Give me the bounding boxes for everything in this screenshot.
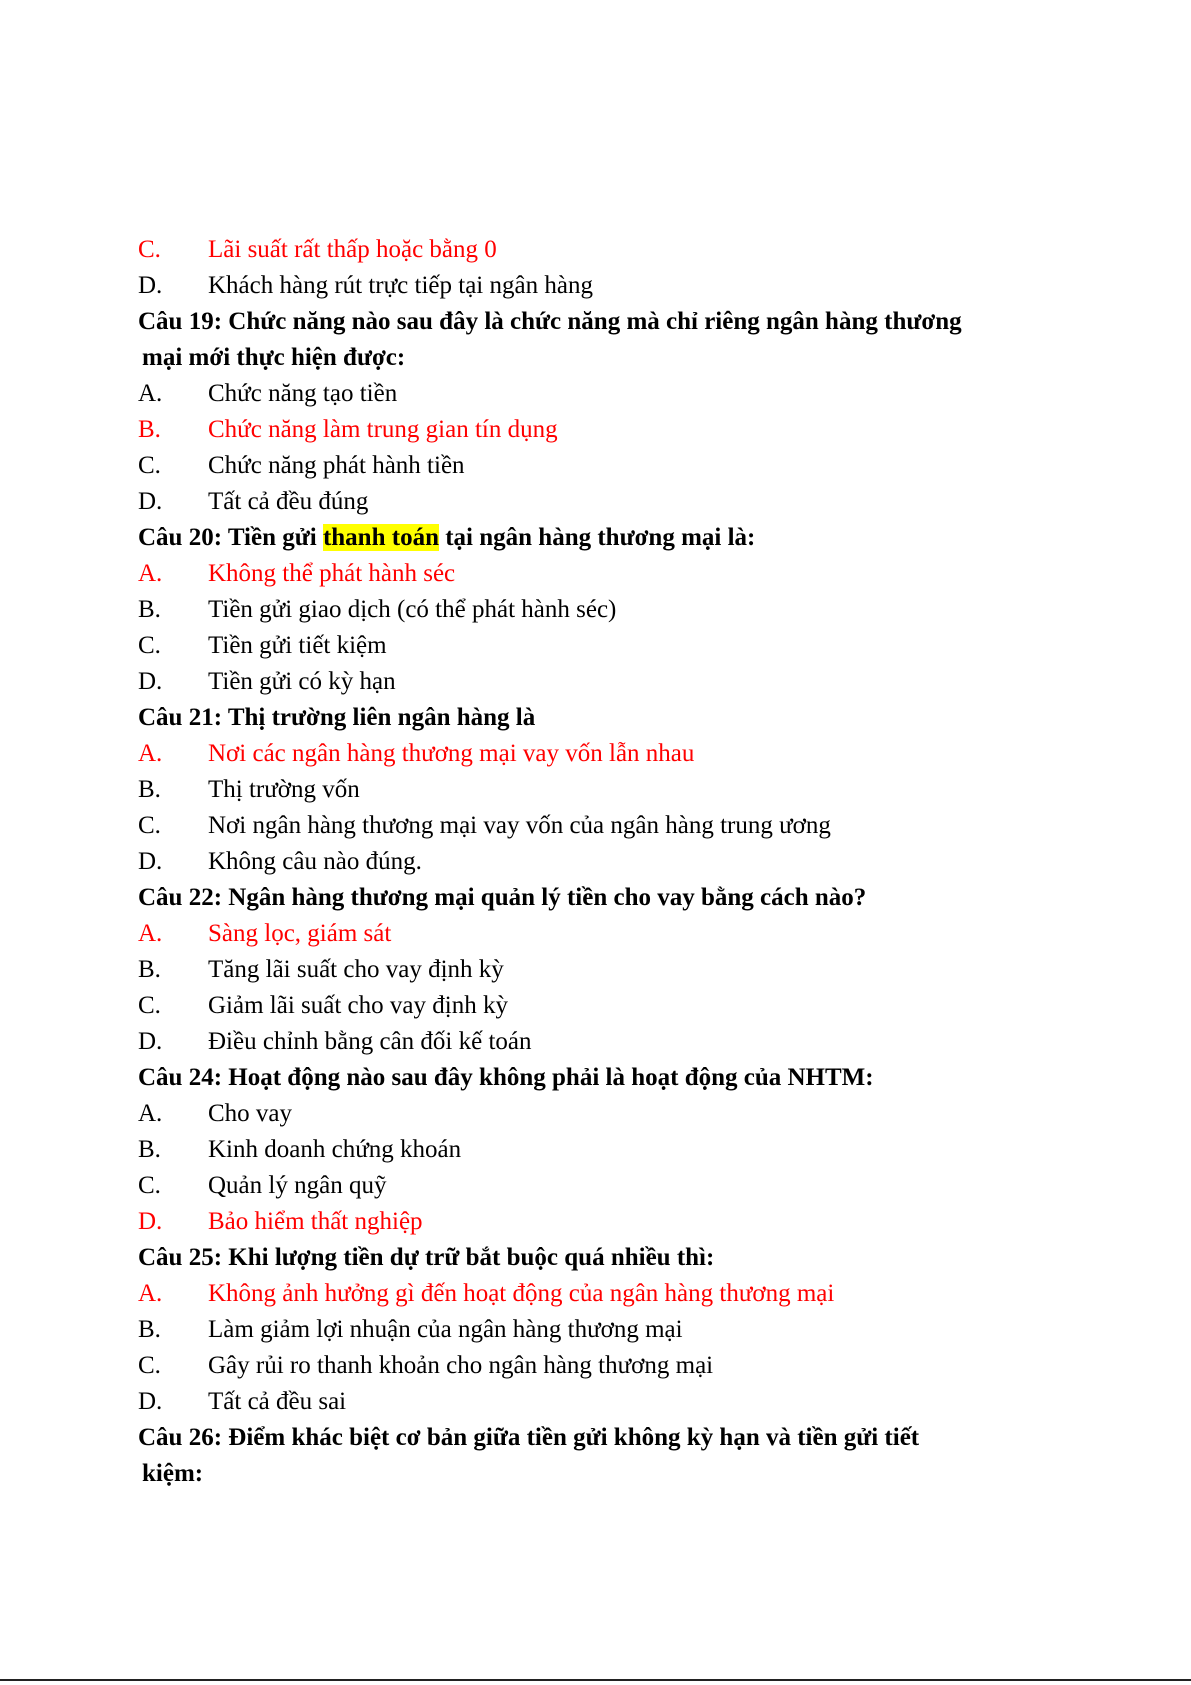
- question-title-line: Câu 19: Chức năng nào sau đây là chức năng mà chỉ riêng ngân hàng thương: [138, 308, 962, 335]
- option-q24-b: [138, 1132, 1058, 1168]
- option-text: Nơi các ngân hàng thương mại vay vốn lẫn nhau: [208, 740, 695, 767]
- option-letter: C.: [138, 236, 161, 263]
- option-letter: C.: [138, 992, 161, 1019]
- option-letter: A.: [138, 1100, 163, 1127]
- option-q24-a: [138, 1096, 1058, 1132]
- option-letter: C.: [138, 632, 161, 659]
- option-q22-a: [138, 916, 1058, 952]
- option-text: Tiền gửi tiết kiệm: [208, 632, 387, 659]
- option-q21-d: [138, 844, 1058, 880]
- option-q22-c: [138, 988, 1058, 1024]
- question-26-title: [138, 1420, 1058, 1492]
- option-letter: D.: [138, 1208, 163, 1235]
- option-text: Sàng lọc, giám sát: [208, 920, 392, 947]
- option-text: Nơi ngân hàng thương mại vay vốn của ngân hàng trung ương: [208, 812, 831, 839]
- question-19-title: [138, 304, 1058, 376]
- page-bottom-rule: [0, 1679, 1191, 1681]
- option-q20-c: [138, 628, 1058, 664]
- option-letter: C.: [138, 812, 161, 839]
- option-letter: A.: [138, 1280, 163, 1307]
- option-letter: D.: [138, 1028, 163, 1055]
- option-q21-b: [138, 772, 1058, 808]
- option-text: Tất cả đều sai: [208, 1388, 347, 1415]
- option-letter: B.: [138, 1136, 161, 1163]
- question-25-title: Câu 25: Khi lượng tiền dự trữ bắt buộc quá nhiều thì:: [138, 1244, 715, 1271]
- option-text: Điều chỉnh bằng cân đối kế toán: [208, 1028, 532, 1055]
- question-title-line: Câu 26: Điểm khác biệt cơ bản giữa tiền gửi không kỳ hạn và tiền gửi tiết: [138, 1424, 920, 1451]
- option-text: Tất cả đều đúng: [208, 488, 369, 515]
- option-q19-c: [138, 448, 1058, 484]
- option-text: Làm giảm lợi nhuận của ngân hàng thương mại: [208, 1316, 683, 1343]
- option-text: Giảm lãi suất cho vay định kỳ: [208, 992, 508, 1019]
- question-title-part: tại ngân hàng thương mại là:: [438, 524, 756, 551]
- option-letter: A.: [138, 740, 163, 767]
- option-letter: B.: [138, 416, 161, 443]
- option-letter: C.: [138, 452, 161, 479]
- option-letter: C.: [138, 1352, 161, 1379]
- option-q25-d: [138, 1384, 1058, 1420]
- question-title-line: mại mới thực hiện được:: [142, 344, 406, 371]
- option-q24-c: [138, 1168, 1058, 1204]
- option-q24-d: [138, 1204, 1058, 1240]
- option-q20-d: [138, 664, 1058, 700]
- question-20-title: [138, 520, 1058, 556]
- option-q18-c: [138, 232, 1058, 268]
- option-text: Bảo hiểm thất nghiệp: [208, 1208, 423, 1235]
- option-letter: C.: [138, 1172, 161, 1199]
- option-text: Không câu nào đúng.: [208, 848, 422, 875]
- option-letter: D.: [138, 848, 163, 875]
- option-q21-a: [138, 736, 1058, 772]
- option-q22-d: [138, 1024, 1058, 1060]
- option-text: Tăng lãi suất cho vay định kỳ: [208, 956, 504, 983]
- option-letter: A.: [138, 380, 163, 407]
- question-title-line: kiệm:: [142, 1460, 204, 1487]
- highlighted-text: thanh toán: [322, 524, 439, 551]
- option-q21-c: [138, 808, 1058, 844]
- option-letter: A.: [138, 920, 163, 947]
- option-q20-a: [138, 556, 1058, 592]
- option-text: Chức năng làm trung gian tín dụng: [208, 416, 558, 443]
- option-q18-d: [138, 268, 1058, 304]
- option-letter: B.: [138, 1316, 161, 1343]
- option-text: Khách hàng rút trực tiếp tại ngân hàng: [208, 272, 593, 299]
- option-letter: D.: [138, 668, 163, 695]
- option-q25-a: [138, 1276, 1058, 1312]
- option-text: Kinh doanh chứng khoán: [208, 1136, 462, 1163]
- option-text: Không ảnh hưởng gì đến hoạt động của ngân hàng thương mại: [208, 1280, 835, 1307]
- option-q19-a: [138, 376, 1058, 412]
- option-text: Không thể phát hành séc: [208, 560, 456, 587]
- option-q25-c: [138, 1348, 1058, 1384]
- option-text: Thị trường vốn: [208, 776, 360, 803]
- option-letter: A.: [138, 560, 163, 587]
- option-q25-b: [138, 1312, 1058, 1348]
- option-q19-d: [138, 484, 1058, 520]
- option-text: Gây rủi ro thanh khoản cho ngân hàng thương mại: [208, 1352, 714, 1379]
- option-letter: B.: [138, 776, 161, 803]
- option-letter: B.: [138, 596, 161, 623]
- option-q22-b: [138, 952, 1058, 988]
- option-text: Tiền gửi giao dịch (có thể phát hành séc): [208, 596, 617, 623]
- option-q19-b: [138, 412, 1058, 448]
- option-letter: B.: [138, 956, 161, 983]
- option-text: Chức năng tạo tiền: [208, 380, 398, 407]
- option-text: Quản lý ngân quỹ: [208, 1172, 387, 1199]
- option-text: Tiền gửi có kỳ hạn: [208, 668, 396, 695]
- option-letter: D.: [138, 1388, 163, 1415]
- question-title-part: Câu 20: Tiền gửi: [138, 524, 323, 551]
- option-text: Cho vay: [208, 1100, 293, 1127]
- question-24-title: Câu 24: Hoạt động nào sau đây không phải là hoạt động của NHTM:: [138, 1064, 874, 1091]
- question-22-title: Câu 22: Ngân hàng thương mại quản lý tiền cho vay bằng cách nào?: [138, 884, 867, 911]
- quiz-content: [138, 232, 1058, 1492]
- option-text: Chức năng phát hành tiền: [208, 452, 465, 479]
- option-q20-b: [138, 592, 1058, 628]
- option-text: Lãi suất rất thấp hoặc bằng 0: [208, 236, 497, 263]
- option-letter: D.: [138, 272, 163, 299]
- question-21-title: Câu 21: Thị trường liên ngân hàng là: [138, 704, 536, 731]
- option-letter: D.: [138, 488, 163, 515]
